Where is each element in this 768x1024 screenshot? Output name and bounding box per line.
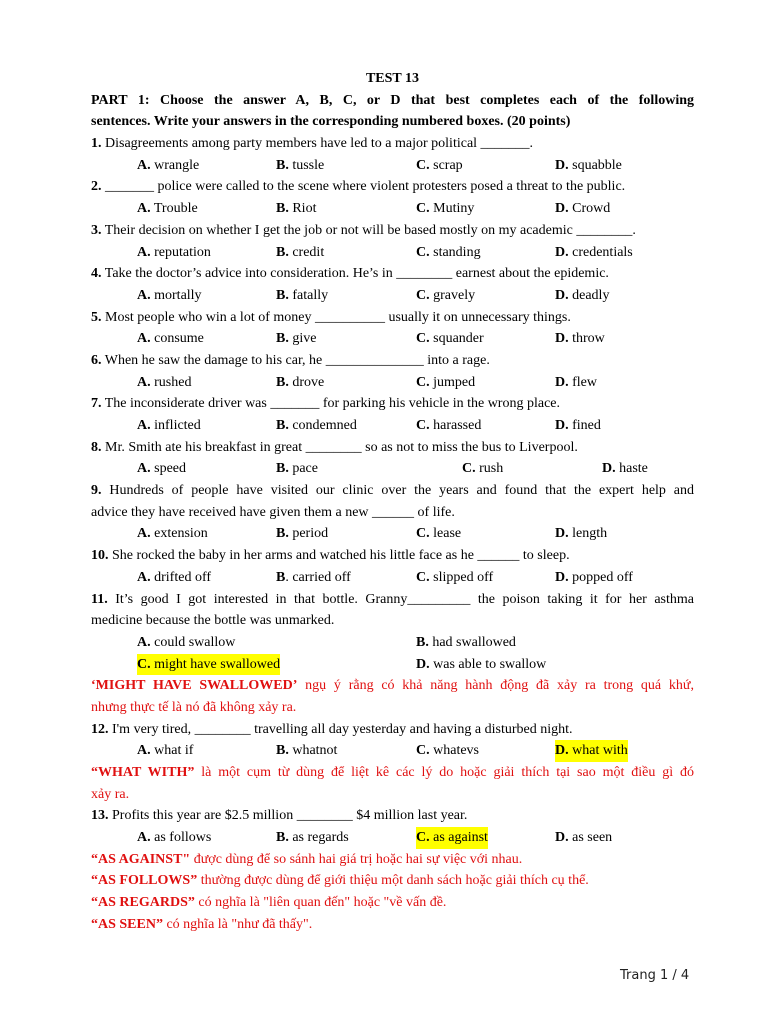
- question-9-options: [91, 523, 694, 545]
- option-b[interactable]: B. drove: [276, 374, 325, 390]
- question-1: 1. Disagreements among party members have led to a major political _______.: [91, 136, 534, 152]
- question-12: 12. I'm very tired, ________ travelling all day yesterday and having a disturbed night.: [91, 721, 573, 737]
- option-a[interactable]: A. wrangle: [137, 157, 200, 173]
- question-8: 8. Mr. Smith ate his breakfast in great ________ so as not to miss the bus to Liverpool.: [91, 439, 578, 455]
- option-a[interactable]: A. inflicted: [137, 418, 201, 433]
- question-4-options: [91, 285, 694, 307]
- question-7-options: [91, 415, 694, 437]
- question-1-options: [91, 155, 694, 177]
- option-a[interactable]: A. what if: [137, 743, 194, 759]
- option-d[interactable]: D. was able to swallow: [416, 656, 547, 672]
- option-c-highlighted-answer[interactable]: C. as against: [416, 827, 488, 849]
- option-b[interactable]: B. pace: [276, 461, 318, 477]
- question-11: 11. It’s good I got interested in that bottle. Granny_________ the poison taking it for her asthma: [91, 591, 694, 607]
- question-3: 3. Their decision on whether I get the job or not will be based mostly on my academic ________.: [91, 222, 636, 238]
- option-a[interactable]: A. extension: [137, 526, 208, 542]
- question-10-options: [91, 567, 694, 589]
- option-b[interactable]: B. tussle: [276, 157, 325, 173]
- question-2-options: [91, 198, 694, 220]
- option-d[interactable]: D. Crowd: [555, 201, 611, 217]
- option-a[interactable]: A. consume: [137, 331, 204, 347]
- option-d[interactable]: D. throw: [555, 331, 605, 347]
- question-13-options: [91, 827, 694, 849]
- explanation-11-line1: ‘MIGHT HAVE SWALLOWED’ ngụ ý rằng có khả năng hành động đã xảy ra trong quá khứ,: [91, 678, 694, 694]
- option-a[interactable]: A. Trouble: [137, 201, 198, 217]
- option-b[interactable]: B. period: [276, 526, 329, 542]
- option-d[interactable]: D. length: [555, 526, 608, 542]
- question-3-options: [91, 242, 694, 264]
- option-a[interactable]: A. reputation: [137, 244, 211, 260]
- option-d[interactable]: D. credentials: [555, 244, 633, 260]
- option-a[interactable]: A. mortally: [137, 287, 202, 303]
- question-8-options: [91, 458, 694, 480]
- option-c[interactable]: C. gravely: [416, 287, 476, 303]
- question-6-options: [91, 372, 694, 394]
- option-c[interactable]: C. jumped: [416, 374, 476, 390]
- option-a[interactable]: A. rushed: [137, 374, 192, 390]
- option-a[interactable]: A. speed: [137, 461, 187, 477]
- question-5: 5. Most people who win a lot of money __________ usually it on unnecessary things.: [91, 309, 571, 325]
- option-c[interactable]: C. squander: [416, 331, 484, 347]
- document-content: [91, 68, 694, 936]
- option-b[interactable]: B. Riot: [276, 201, 317, 217]
- option-c[interactable]: C. lease: [416, 526, 462, 542]
- option-c[interactable]: C. whatevs: [416, 743, 480, 759]
- option-c[interactable]: C. rush: [462, 461, 504, 477]
- option-c-highlighted-answer[interactable]: C. might have swallowed: [137, 654, 280, 676]
- option-c[interactable]: C. standing: [416, 244, 481, 260]
- option-d[interactable]: D. as seen: [555, 830, 613, 846]
- question-13: 13. Profits this year are $2.5 million ________ $4 million last year.: [91, 808, 468, 824]
- test-title: TEST 13: [365, 71, 420, 86]
- option-c[interactable]: C. slipped off: [416, 569, 494, 585]
- option-d-highlighted-answer[interactable]: D. what with: [555, 740, 628, 762]
- option-d[interactable]: D. squabble: [555, 157, 622, 173]
- option-b[interactable]: B. carried off: [276, 569, 351, 585]
- question-12-options: [91, 740, 694, 762]
- option-b[interactable]: B. fatally: [276, 287, 329, 303]
- question-11-continued: medicine because the bottle was unmarked.: [91, 613, 335, 629]
- question-10: 10. She rocked the baby in her arms and watched his little face as he ______ to sleep.: [91, 548, 570, 564]
- explanation-11-line2: nhưng thực tế là nó đã không xảy ra.: [91, 699, 297, 715]
- part1-instruction-line2: sentences. Write your answers in the corresponding numbered boxes. (20 points): [91, 114, 571, 130]
- option-a[interactable]: A. drifted off: [137, 569, 212, 585]
- explanation-12-line1: “WHAT WITH” là một cụm từ dùng để liệt kê các lý do hoặc giải thích tại sao một điều gì đó: [91, 765, 694, 780]
- page-number-footer: Trang 1 / 4: [620, 968, 690, 983]
- option-a[interactable]: A. could swallow: [137, 634, 236, 650]
- option-c[interactable]: C. scrap: [416, 157, 463, 173]
- question-6: 6. When he saw the damage to his car, he ______________ into a rage.: [91, 352, 490, 368]
- option-b[interactable]: B. whatnot: [276, 743, 338, 759]
- option-b[interactable]: B. had swallowed: [416, 634, 516, 650]
- explanation-13-as-regards: “AS REGARDS” có nghĩa là "liên quan đến" hoặc "về vấn đề.: [91, 895, 447, 911]
- option-b[interactable]: B. as regards: [276, 830, 349, 846]
- option-d[interactable]: D. flew: [555, 374, 598, 390]
- question-2: 2. _______ police were called to the scene where violent protesters posed a threat to the public.: [91, 179, 626, 195]
- explanation-13-as-seen: “AS SEEN” có nghĩa là "như đã thấy".: [91, 916, 313, 932]
- question-11-options-row1: [91, 632, 694, 654]
- option-c[interactable]: C. harassed: [416, 418, 482, 433]
- option-d[interactable]: D. deadly: [555, 287, 610, 303]
- option-a[interactable]: A. as follows: [137, 830, 212, 846]
- option-d[interactable]: D. popped off: [555, 569, 633, 585]
- part1-instruction-line1: PART 1: Choose the answer A, B, C, or D that best completes each of the following: [91, 92, 694, 108]
- question-9: 9. Hundreds of people have visited our clinic over the years and found that the expert help and: [91, 483, 694, 499]
- option-b[interactable]: B. credit: [276, 244, 325, 260]
- explanation-12-line2: xảy ra.: [91, 786, 130, 802]
- question-11-options-row2: [91, 654, 694, 676]
- explanation-13-as-against: “AS AGAINST" được dùng để so sánh hai giá trị hoặc hai sự việc với nhau.: [91, 851, 523, 867]
- question-4: 4. Take the doctor’s advice into consideration. He’s in ________ earnest about the epidemic.: [91, 266, 609, 282]
- option-d[interactable]: D. fined: [555, 418, 601, 433]
- option-b[interactable]: B. give: [276, 331, 317, 347]
- question-7: 7. The inconsiderate driver was _______ for parking his vehicle in the wrong place.: [91, 396, 560, 412]
- option-b[interactable]: B. condemned: [276, 418, 357, 433]
- question-5-options: [91, 328, 694, 350]
- explanation-13-as-follows: “AS FOLLOWS” thường được dùng để giới thiệu một danh sách hoặc giải thích cụ thể.: [91, 873, 589, 889]
- option-d[interactable]: D. haste: [602, 461, 648, 477]
- option-c[interactable]: C. Mutiny: [416, 201, 475, 217]
- question-9-continued: advice they have received have given them a new ______ of life.: [91, 504, 455, 520]
